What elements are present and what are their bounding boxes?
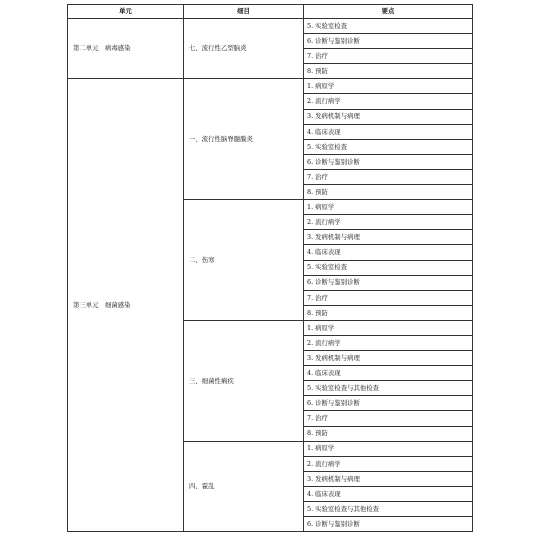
point-cell: 7. 治疗 <box>304 49 473 64</box>
point-cell: 8. 预防 <box>304 305 473 320</box>
point-cell: 6. 诊断与鉴别诊断 <box>304 517 473 532</box>
table-row <box>68 19 473 34</box>
detail-cell: 三、细菌性痢疾 <box>184 320 304 441</box>
point-cell: 3. 发病机制与病理 <box>304 109 473 124</box>
point-cell: 1. 病原学 <box>304 441 473 456</box>
header-detail: 细目 <box>184 5 304 19</box>
table-header <box>68 5 473 19</box>
point-cell: 5. 实验室检查 <box>304 139 473 154</box>
detail-cell: 四、霍乱 <box>184 441 304 532</box>
point-cell: 4. 临床表现 <box>304 486 473 501</box>
point-cell: 6. 诊断与鉴别诊断 <box>304 154 473 169</box>
point-cell: 8. 预防 <box>304 64 473 79</box>
syllabus-table <box>67 4 473 532</box>
point-cell: 2. 流行病学 <box>304 335 473 350</box>
point-cell: 8. 预防 <box>304 185 473 200</box>
point-cell: 7. 治疗 <box>304 290 473 305</box>
point-cell: 3. 发病机制与病理 <box>304 351 473 366</box>
point-cell: 2. 流行病学 <box>304 94 473 109</box>
point-cell: 1. 病原学 <box>304 320 473 335</box>
point-cell: 4. 临床表现 <box>304 124 473 139</box>
header-point: 要点 <box>304 5 473 19</box>
point-cell: 4. 临床表现 <box>304 245 473 260</box>
detail-cell: 一、流行性脑脊髓膜炎 <box>184 79 304 200</box>
detail-cell: 二、伤寒 <box>184 200 304 321</box>
header-unit: 单元 <box>68 5 184 19</box>
point-cell: 8. 预防 <box>304 426 473 441</box>
point-cell: 3. 发病机制与病理 <box>304 471 473 486</box>
table-body <box>68 19 473 532</box>
point-cell: 2. 流行病学 <box>304 456 473 471</box>
point-cell: 5. 实验室检查与其他检查 <box>304 502 473 517</box>
table-row <box>68 79 473 94</box>
unit-cell: 第三单元 细菌感染 <box>68 79 184 532</box>
point-cell: 5. 实验室检查 <box>304 19 473 34</box>
point-cell: 5. 实验室检查 <box>304 260 473 275</box>
point-cell: 5. 实验室检查与其他检查 <box>304 381 473 396</box>
point-cell: 7. 治疗 <box>304 169 473 184</box>
point-cell: 6. 诊断与鉴别诊断 <box>304 34 473 49</box>
unit-cell: 第二单元 病毒感染 <box>68 19 184 79</box>
point-cell: 2. 流行病学 <box>304 215 473 230</box>
detail-cell: 七、流行性乙型脑炎 <box>184 19 304 79</box>
point-cell: 1. 病原学 <box>304 200 473 215</box>
point-cell: 7. 治疗 <box>304 411 473 426</box>
point-cell: 6. 诊断与鉴别诊断 <box>304 275 473 290</box>
point-cell: 3. 发病机制与病理 <box>304 230 473 245</box>
point-cell: 1. 病原学 <box>304 79 473 94</box>
header-row <box>68 5 473 19</box>
point-cell: 4. 临床表现 <box>304 366 473 381</box>
point-cell: 6. 诊断与鉴别诊断 <box>304 396 473 411</box>
